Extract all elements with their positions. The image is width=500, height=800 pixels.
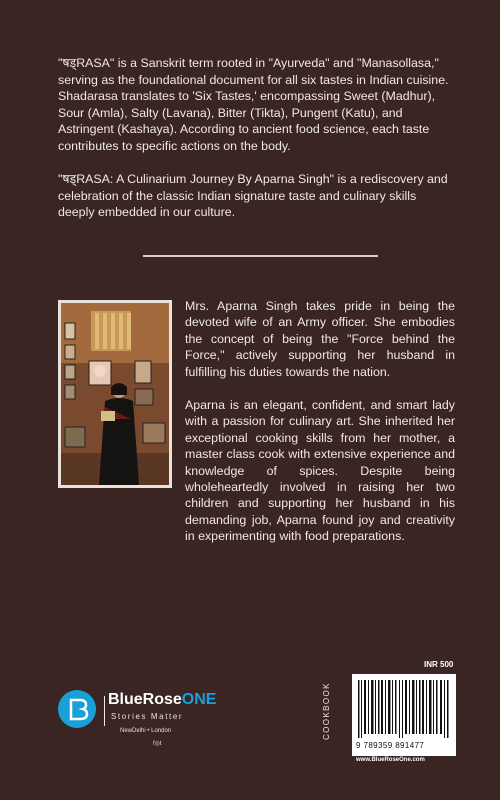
author-bio-paragraph-1: Mrs. Aparna Singh takes pride in being the devoted wife of an Army officer. She embodies the concept of being the "Force behind the Force," actively supporting her husband in fulfilling his duties towards the nation. xyxy=(185,299,455,379)
publisher-cities: NewDelhi • London xyxy=(120,728,172,734)
author-photo xyxy=(58,300,172,488)
isbn-number: 9 789359 891477 xyxy=(356,741,425,750)
publisher-name xyxy=(108,691,216,709)
author-bio-paragraph-2: Aparna is an elegant, confident, and smart lady with a passion for culinary art. She inherited her exceptional cooking skills from her mother, a master class cook with extensive experience and knowledge of spices. Despite being wholeheartedly involved in raising her two children and supporting her husband in his demanding job, Aparna found joy and creativity in experimenting with food preparations. xyxy=(185,398,455,544)
category-label: COOKBOOK xyxy=(322,682,331,740)
intro-paragraph-1: "षड्RASA" is a Sanskrit term rooted in "Ayurveda" and "Manasollasa," serving as the foundational document for all six tastes in Indian cuisine. Shadarasa translates to 'Six Tastes,' encompassing Sweet (Madhur), Sour (Amla), Salty (Lavana), Bitter (Tikta), Pungent (Katu), and Astringent (Kashaya). According to ancient food science, each taste contributes to specific actions on the body. xyxy=(58,56,449,153)
price-label: INR 500 xyxy=(424,660,454,669)
publisher-tagline: Stories Matter xyxy=(111,712,184,721)
divider-line xyxy=(143,255,378,257)
social-icons: f◎t xyxy=(153,741,162,747)
logo-separator xyxy=(104,696,105,726)
publisher-b-icon xyxy=(58,690,96,728)
publisher-name-main: BlueRose xyxy=(108,691,182,708)
intro-paragraph-2: "षड्RASA: A Culinarium Journey By Aparna Singh" is a rediscovery and celebration of the classic Indian signature taste and culinary skills deeply embedded in our culture. xyxy=(58,172,448,220)
publisher-website: www.BlueRoseOne.com xyxy=(356,757,425,763)
publisher-name-accent: ONE xyxy=(181,691,217,708)
